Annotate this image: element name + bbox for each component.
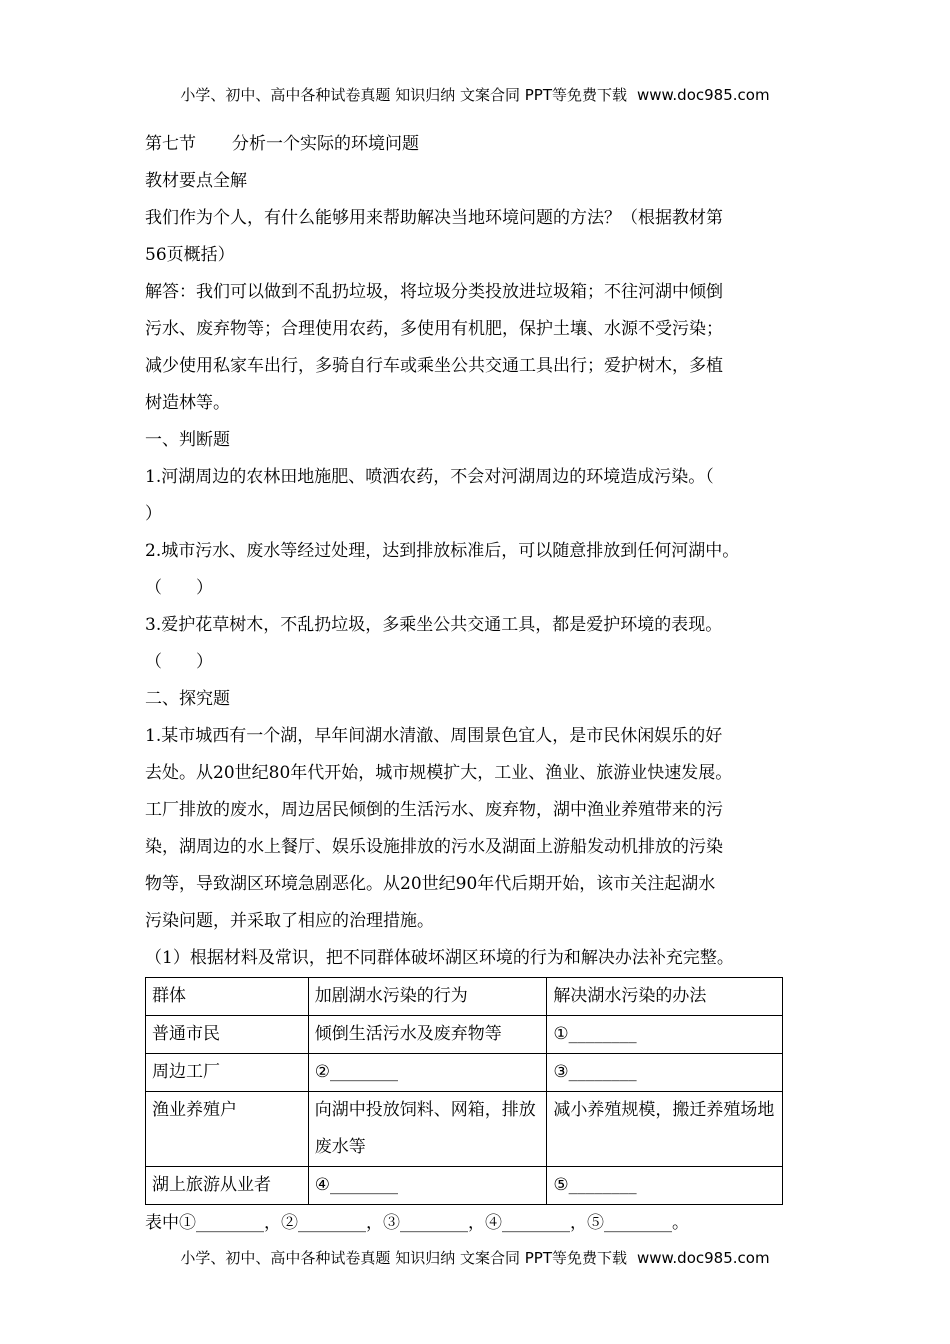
part1-heading: 一、判断题 [145, 430, 230, 450]
footer-text: 小学、初中、高中各种试卷真题 知识归纳 文案合同 PPT等免费下载 [180, 1249, 627, 1267]
table-cell: 倾倒生活污水及废弃物等 [308, 1016, 547, 1054]
table-row [146, 1054, 783, 1092]
fill-in-answer-line: 表中①________，②________，③________，④________，⑤________。 [145, 1213, 689, 1233]
subtitle: 教材要点全解 [145, 171, 247, 191]
table-cell: ①________ [547, 1016, 783, 1054]
passage: 1.某市城西有一个湖，早年间湖水清澈、周围景色宜人，是市民休闲娱乐的好 去处。从20世纪80年代开始，城市规模扩大，工业、渔业、旅游业快速发展。 工厂排放的废水，周边居民倾倒的生活污水、废弃物，湖中渔业养殖带来的污 染，湖周边的水上餐厅、娱乐设施排放的污水及湖面上游船发动机排放的污染 物等，导致湖区环境急剧恶化。从20世纪90年代后期开始，该市关注起湖水 污染问题，并采取了相应的治理措施。 [145, 726, 733, 931]
table-header-row [146, 978, 783, 1016]
sub-question-1: （1）根据材料及常识，把不同群体破坏湖区环境的行为和解决办法补充完整。 [145, 948, 734, 968]
document-body [145, 126, 795, 1242]
header-url: www.doc985.com [636, 86, 770, 104]
table-cell: ②________ [308, 1054, 547, 1092]
table-row [146, 1016, 783, 1054]
footer-url: www.doc985.com [636, 1249, 770, 1267]
table-header: 解决湖水污染的办法 [547, 978, 783, 1016]
behavior-table [145, 977, 783, 1205]
page-footer [0, 1247, 950, 1268]
table-cell: ④________ [308, 1167, 547, 1205]
table-row [146, 1092, 783, 1167]
table-cell: 减小养殖规模，搬迁养殖场地 [547, 1092, 783, 1167]
true-false-item-3: 3.爱护花草树木，不乱扔垃圾，多乘坐公共交通工具，都是爱护环境的表现。 （ ） [145, 615, 723, 672]
true-false-item-2: 2.城市污水、废水等经过处理，达到排放标准后，可以随意排放到任何河湖中。 （ ） [145, 541, 740, 598]
header-text: 小学、初中、高中各种试卷真题 知识归纳 文案合同 PPT等免费下载 [180, 86, 627, 104]
table-cell: ⑤________ [547, 1167, 783, 1205]
table-cell: 湖上旅游从业者 [146, 1167, 309, 1205]
part2-heading: 二、探究题 [145, 689, 230, 709]
section-title: 第七节 分析一个实际的环境问题 [145, 134, 419, 154]
page-header [0, 84, 950, 105]
table-cell: ③________ [547, 1054, 783, 1092]
table-header: 群体 [146, 978, 309, 1016]
question: 我们作为个人，有什么能够用来帮助解决当地环境问题的方法？（根据教材第 56页概括） [145, 208, 723, 265]
table-header: 加剧湖水污染的行为 [308, 978, 547, 1016]
table-row [146, 1167, 783, 1205]
table-cell: 周边工厂 [146, 1054, 309, 1092]
true-false-item-1: 1.河湖周边的农林田地施肥、喷洒农药，不会对河湖周边的环境造成污染。（ ） [145, 467, 714, 524]
table-cell: 向湖中投放饲料、网箱，排放废水等 [308, 1092, 547, 1167]
answer: 解答：我们可以做到不乱扔垃圾，将垃圾分类投放进垃圾箱；不往河湖中倾倒 污水、废弃物等；合理使用农药，多使用有机肥，保护土壤、水源不受污染； 减少使用私家车出行，多骑自行车或乘坐公共交通工具出行；爱护树木，多植 树造林等。 [145, 282, 723, 413]
table-cell: 普通市民 [146, 1016, 309, 1054]
table-cell: 渔业养殖户 [146, 1092, 309, 1167]
